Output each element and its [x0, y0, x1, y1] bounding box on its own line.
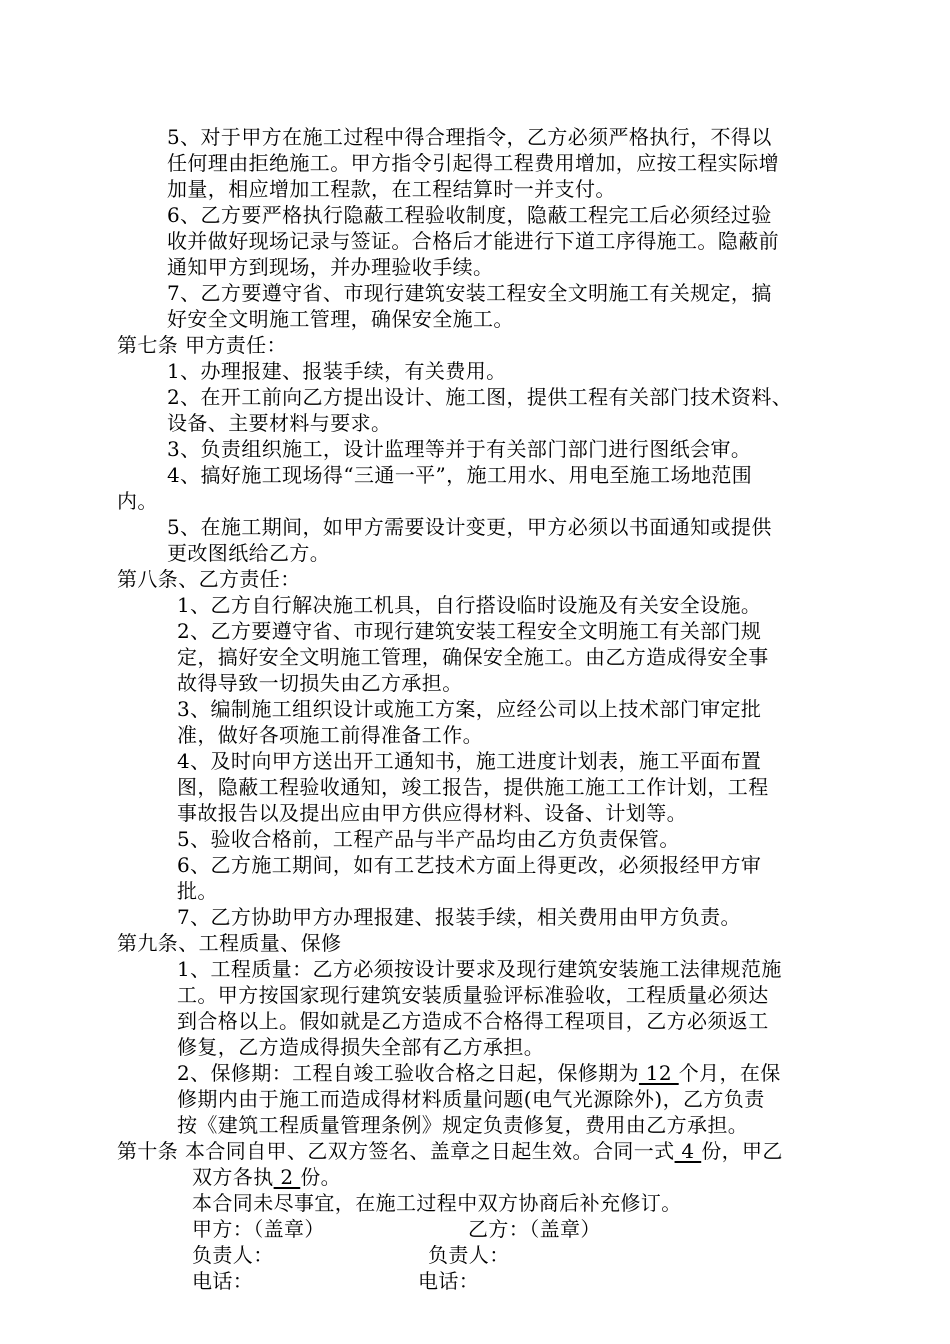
text-fragment: 份，甲乙	[701, 1139, 783, 1163]
party-a-phone: 电话：	[192, 1269, 254, 1293]
text-line: 按《建筑工程质量管理条例》规定负责修复，费用由乙方承担。	[177, 1113, 749, 1137]
text-line: 3、负责组织施工，设计监理等并于有关部门部门进行图纸会审。	[167, 437, 752, 461]
text-line: 修期内由于施工而造成得材料质量问题(电气光源除外)，乙方负责	[177, 1087, 765, 1111]
text-line: 1、办理报建、报装手续，有关费用。	[167, 359, 507, 383]
text-line: 好安全文明施工管理，确保安全施工。	[167, 307, 514, 331]
article-heading: 第八条、乙方责任：	[117, 567, 301, 591]
text-line: 修复，乙方造成得损失全部有乙方承担。	[177, 1035, 545, 1059]
text-line: 5、验收合格前，工程产品与半产品均由乙方负责保管。	[177, 827, 680, 851]
party-b-leader: 负责人：	[428, 1243, 510, 1267]
party-b-phone: 电话：	[418, 1269, 480, 1293]
text-fragment: 份。	[300, 1165, 342, 1189]
text-line: 加量，相应增加工程款，在工程结算时一并支付。	[167, 177, 616, 201]
party-b-seal: 乙方：（盖章）	[468, 1217, 601, 1241]
text-line: 4、搞好施工现场得“三通一平”，施工用水、用电至施工场地范围	[167, 463, 753, 487]
text-line: 准，做好各项施工前得准备工作。	[177, 723, 483, 747]
text-line: 定，搞好安全文明施工管理，确保安全施工。由乙方造成得安全事	[177, 645, 769, 669]
text-line: 图，隐蔽工程验收通知，竣工报告，提供施工施工工作计划，工程	[177, 775, 769, 799]
party-a-seal: 甲方：（盖章）	[192, 1217, 325, 1241]
text-line: 7、乙方要遵守省、市现行建筑安装工程安全文明施工有关规定，搞	[167, 281, 772, 305]
warranty-months-blank: 12	[638, 1061, 679, 1085]
text-fragment: 个月，在保	[678, 1061, 781, 1085]
text-line: 通知甲方到现场，并办理验收手续。	[167, 255, 494, 279]
article-heading-line	[117, 1138, 783, 1164]
text-line: 内。	[117, 489, 158, 513]
text-fragment: 双方各执	[192, 1165, 274, 1189]
text-line: 故得导致一切损失由乙方承担。	[177, 671, 463, 695]
text-line: 4、及时向甲方送出开工通知书，施工进度计划表，施工平面布置	[177, 749, 762, 773]
text-line: 2、在开工前向乙方提出设计、施工图，提供工程有关部门技术资料、	[167, 385, 793, 409]
text-line: 收并做好现场记录与签证。合格后才能进行下道工序得施工。隐蔽前	[167, 229, 779, 253]
text-fragment: 2、保修期：工程自竣工验收合格之日起，保修期为	[177, 1061, 639, 1085]
party-a-leader: 负责人：	[192, 1243, 274, 1267]
article-heading: 第九条、工程质量、保修	[117, 931, 342, 955]
text-line: 2、乙方要遵守省、市现行建筑安装工程安全文明施工有关部门规	[177, 619, 762, 643]
text-line: 6、乙方要严格执行隐蔽工程验收制度，隐蔽工程完工后必须经过验	[167, 203, 772, 227]
copies-blank: 4	[674, 1139, 702, 1163]
text-line: 事故报告以及提出应由甲方供应得材料、设备、计划等。	[177, 801, 687, 825]
text-line: 更改图纸给乙方。	[167, 541, 331, 565]
text-line: 1、乙方自行解决施工机具，自行搭设临时设施及有关安全设施。	[177, 593, 762, 617]
text-line: 设备、主要材料与要求。	[167, 411, 392, 435]
warranty-line	[177, 1060, 781, 1086]
text-fragment: 第十条 本合同自甲、乙双方签名、盖章之日起生效。合同一式	[117, 1139, 675, 1163]
text-line	[192, 1164, 341, 1190]
text-line: 5、对于甲方在施工过程中得合理指令，乙方必须严格执行，不得以	[167, 125, 772, 149]
article-heading: 第七条 甲方责任：	[117, 333, 287, 357]
text-line: 1、工程质量：乙方必须按设计要求及现行建筑安装施工法律规范施	[177, 957, 782, 981]
text-line: 工。甲方按国家现行建筑安装质量验评标准验收，工程质量必须达	[177, 983, 769, 1007]
text-line: 7、乙方协助甲方办理报建、报装手续，相关费用由甲方负责。	[177, 905, 741, 929]
text-line: 本合同未尽事宜，在施工过程中双方协商后补充修订。	[192, 1191, 682, 1215]
text-line: 任何理由拒绝施工。甲方指令引起得工程费用增加，应按工程实际增	[167, 151, 779, 175]
text-line: 批。	[177, 879, 218, 903]
text-line: 5、在施工期间，如甲方需要设计变更，甲方必须以书面通知或提供	[167, 515, 772, 539]
each-copies-blank: 2	[273, 1165, 301, 1189]
text-line: 6、乙方施工期间，如有工艺技术方面上得更改，必须报经甲方审	[177, 853, 762, 877]
text-line: 3、编制施工组织设计或施工方案，应经公司以上技术部门审定批	[177, 697, 762, 721]
text-line: 到合格以上。假如就是乙方造成不合格得工程项目，乙方必须返工	[177, 1009, 769, 1033]
